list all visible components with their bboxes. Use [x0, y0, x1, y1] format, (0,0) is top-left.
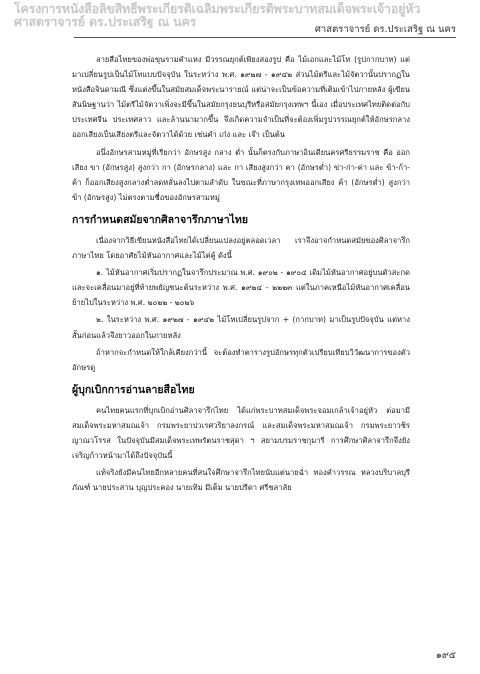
paragraph-comparison-note: ถ้าหากจะกำหนดให้ใกล้เคียงกว่านี้ จะต้องทำตารางรูปอักษรทุกตัวเปรียบเทียบวิวัฒนาการของตัวอักษรดู — [72, 347, 410, 372]
section-heading-dating-inscriptions: การกำหนดสมัยจากศิลาจารึกภาษาไทย — [72, 213, 248, 226]
paragraph-item-1: ๑. ไม้หันอากาศเริ่มปรากฏในจารึกประมาณ พ.ศ. ๑๙๐๒ - ๑๙๐๔ เดิมไม้หันอากาศอยู่บนตัวสะกดและจะเคลื่อนมาอยู่ที่ท้ายพยัญชนะต้นระหว่าง พ.ศ. ๑๙๒๔ - ๒๒๒๓ แต่ในภาคเหนือไม้หันอากาศเคลื่อนย้ายไปในระหว่าง พ.ศ. ๒๐๒๒ - ๒๐๒๖ — [72, 268, 410, 308]
watermark-line-1: โครงการหนังสือลิขสิทธิ์พระเกียรติเฉลิมพระเกียรติพระบาทสมเด็จพระเจ้าอยู่หัว — [14, 2, 421, 16]
paragraph-first-readers: คนไทยคนแรกที่บุกเบิกอ่านศิลาจารึกไทย ได้แก่พระบาทสมเด็จพระจอมเกล้าเจ้าอยู่หัว ต่อมามีสมเด็จพระมหาสมณเจ้า กรมพระยาปวเรศวริยาลงกรณ์ และสมเด็จพระมหาสมณเจ้า กรมพระยาวชิรญาณวโรรส ในปัจจุบันมีสมเด็จพระเทพรัตนราชสุดา ฯ สยามบรมราชกุมารี การศึกษาศิลาจารึกจึงยังเจริญก้าวหน้ามาได้ถึงปัจจุบันนี้ — [72, 405, 410, 461]
running-header-author: ศาสตราจารย์ ดร.ประเสริฐ ณ นคร — [314, 24, 456, 35]
watermark-line-2: ศาสตราจารย์ ดร.ประเสริฐ ณ นคร — [14, 14, 197, 28]
section-heading-pioneers: ผู้บุกเบิกการอ่านลายสือไทย — [72, 383, 195, 396]
paragraph-dating-intro: เนื่องจากวิธีเขียนหนังสือไทยได้เปลี่ยนแปลงอยู่ตลอดเวลา เราจึงอาจกำหนดสมัยของศิลาจารึกภาษาไทย โดยอาศัยไม้หันอากาศและไม้ไต่คู้ ดังนี้ — [72, 235, 410, 261]
header-rule — [74, 37, 456, 38]
page-number: ๑๙๕ — [435, 650, 456, 661]
page-body — [72, 52, 410, 497]
paragraph-tone-marks: ลายสือไทยของพ่อขุนรามคำแหง มีวรรณยุกต์เพียงสองรูป คือ ไม้เอกและไม้โท (รูปกากบาท) แต่มาเปลี่ยนรูปเป็นไม้โทแบบปัจจุบัน ในระหว่าง พ.ศ. ๑๙๒๗ - ๑๙๔๒ ส่วนไม้ตรีและไม้จัตวานั้นปรากฏในหนังสือจินดามณี ซึ่งแต่งขึ้นในสมัยสมเด็จพระนารายณ์ แต่น่าจะเป็นข้อความที่เติมเข้าไปภายหลัง ผู้เขียนสันนิษฐานว่า ไม้ตรีไม้จัตวาเพิ่งจะมีขึ้นในสมัยกรุงธนบุรีหรือสมัยกรุงเทพฯ นี้เอง เมื่อประเทศไทยติดต่อกับประเทศจีน ประเทศลาว และล้านนามากขึ้น จึงเกิดความจำเป็นที่จะต้องเพิ่มรูปวรรณยุกต์ให้อักษรกลางออกเสียงเป็นเสียงตรีและจัตวาได้ด้วย เช่นคำ เก๋ง และ เจ๊า เป็นต้น — [72, 55, 410, 140]
paragraph-other-scholars: แท้จริงยังมีคนไทยอีกหลายคนที่สนใจศึกษาจารึกไทยนับแต่นายฉ่ำ ทองคำวรรณ หลวงบริบาลบุรีภัณฑ์ นายประสาน บุญประคอง นายเทิม มีเต็ม นายปรีดา ศรีชลาลัย — [72, 468, 410, 493]
paragraph-three-consonant-classes: อนึ่งอักษรสามหมู่ที่เรียกว่า อักษรสูง กลาง ต่ำ นั้นก็ตรงกับภาษาอินเดียนครศรีธรรมราช คือ ออกเสียง ขา (อักษรสูง) สูงกว่า กา (อักษรกลาง) และ กา เสียงสูงกว่า คา (อักษรต่ำ) ข่า-ก่า-ค่า และ ข้า-ก้า-ค้า ก็ออกเสียงสูงกลางต่ำลดหลั่นลงไปตามลำดับ ในขณะที่ภาษากรุงเทพออกเสียง ค้า (อักษรต่ำ) สูงกว่า ข้า (อักษรสูง) ไม่ตรงตามชื่อของอักษรสามหมู่ — [72, 147, 410, 202]
paragraph-item-2: ๒. ในระหว่าง พ.ศ. ๑๙๒๗ - ๑๙๔๒ ไม้โทเปลี่ยนรูปจาก + (กากบาท) มาเป็นรูปปัจจุบัน แต่หางสั้นก่อนแล้วจึงยาวออกในภายหลัง — [72, 315, 410, 340]
